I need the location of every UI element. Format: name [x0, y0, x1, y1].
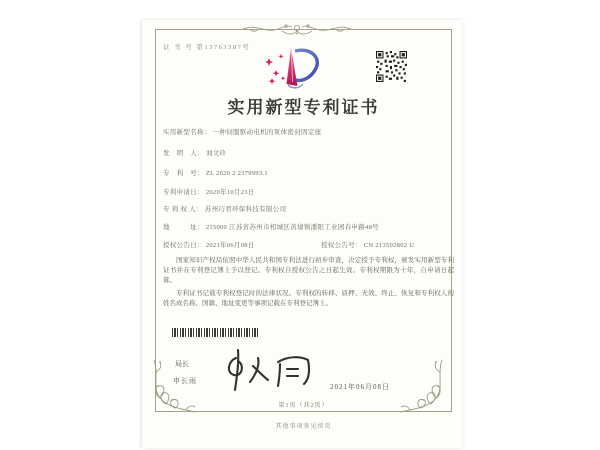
field-label: 专 利 权 人： — [163, 206, 203, 213]
field-label: 地 址： — [163, 224, 204, 231]
continuation-note: 其他事项参见续页 — [275, 424, 332, 430]
field-label: 专 利 号： — [163, 170, 204, 177]
barcode-icon — [172, 328, 258, 337]
field-patent-number — [163, 168, 447, 177]
field-grant-number — [321, 240, 414, 249]
field-value: 刘文玲 — [205, 150, 227, 157]
certificate-title: 实用新型专利证书 — [227, 98, 380, 117]
legal-paragraph-1: 国家知识产权局依照中华人民共和国专利法进行初步审查，决定授予专利权，颁发实用新型专利证书并在专利登记簿上予以登记。专利权自授权公告之日起生效。专利权期限为十年，自申请日起算。 — [163, 257, 454, 284]
field-filing-date — [163, 187, 447, 196]
director-title-label: 局长 — [175, 360, 189, 368]
director-signature-handwriting-icon — [220, 346, 320, 394]
certificate-number: 证 书 号 第13763387号 — [163, 44, 251, 51]
field-label: 授权公告号： — [321, 242, 362, 249]
field-value: 215000 江苏省苏州市相城区黄埭镇潘阳工业园春申路48号 — [205, 224, 379, 231]
field-inventor — [163, 148, 447, 157]
field-patentee — [163, 204, 447, 213]
field-value: 2020年10月23日 — [205, 189, 255, 196]
page-indicator: 第1页（共2页） — [278, 403, 329, 409]
grant-sign-date: 2021年06月08日 — [330, 383, 390, 391]
legal-text-block — [163, 256, 454, 312]
field-value: 苏州巧君环保科技有限公司 — [204, 206, 287, 213]
cnipa-patent-emblem-icon — [258, 46, 326, 90]
field-label: 发 明 人： — [163, 150, 204, 157]
field-value: 一种伺服驱动电机的泵体密封固定座 — [212, 129, 322, 136]
top-flourish-ornament-icon — [242, 21, 352, 37]
field-utility-model-name — [163, 127, 447, 136]
field-label: 授权公告日： — [163, 242, 204, 249]
field-grant-date — [163, 240, 447, 249]
field-label: 实用新型名称： — [163, 129, 211, 136]
director-printed-name: 申长雨 — [173, 377, 197, 385]
field-value: ZL 2020 2 2379993.1 — [205, 170, 268, 177]
field-value: CN 213592802 U — [363, 242, 415, 249]
field-label: 专利申请日： — [163, 189, 204, 196]
field-address — [163, 222, 447, 231]
field-value: 2021年06月08日 — [205, 242, 255, 249]
legal-paragraph-2: 专利证书记载专利权登记时的法律状况。专利权的转移、质押、无效、终止、恢复和专利权人的姓名或名称、国籍、地址变更等事项记载在专利登记簿上。 — [163, 290, 454, 307]
qr-code-icon — [376, 51, 407, 82]
certificate-page — [142, 20, 462, 448]
